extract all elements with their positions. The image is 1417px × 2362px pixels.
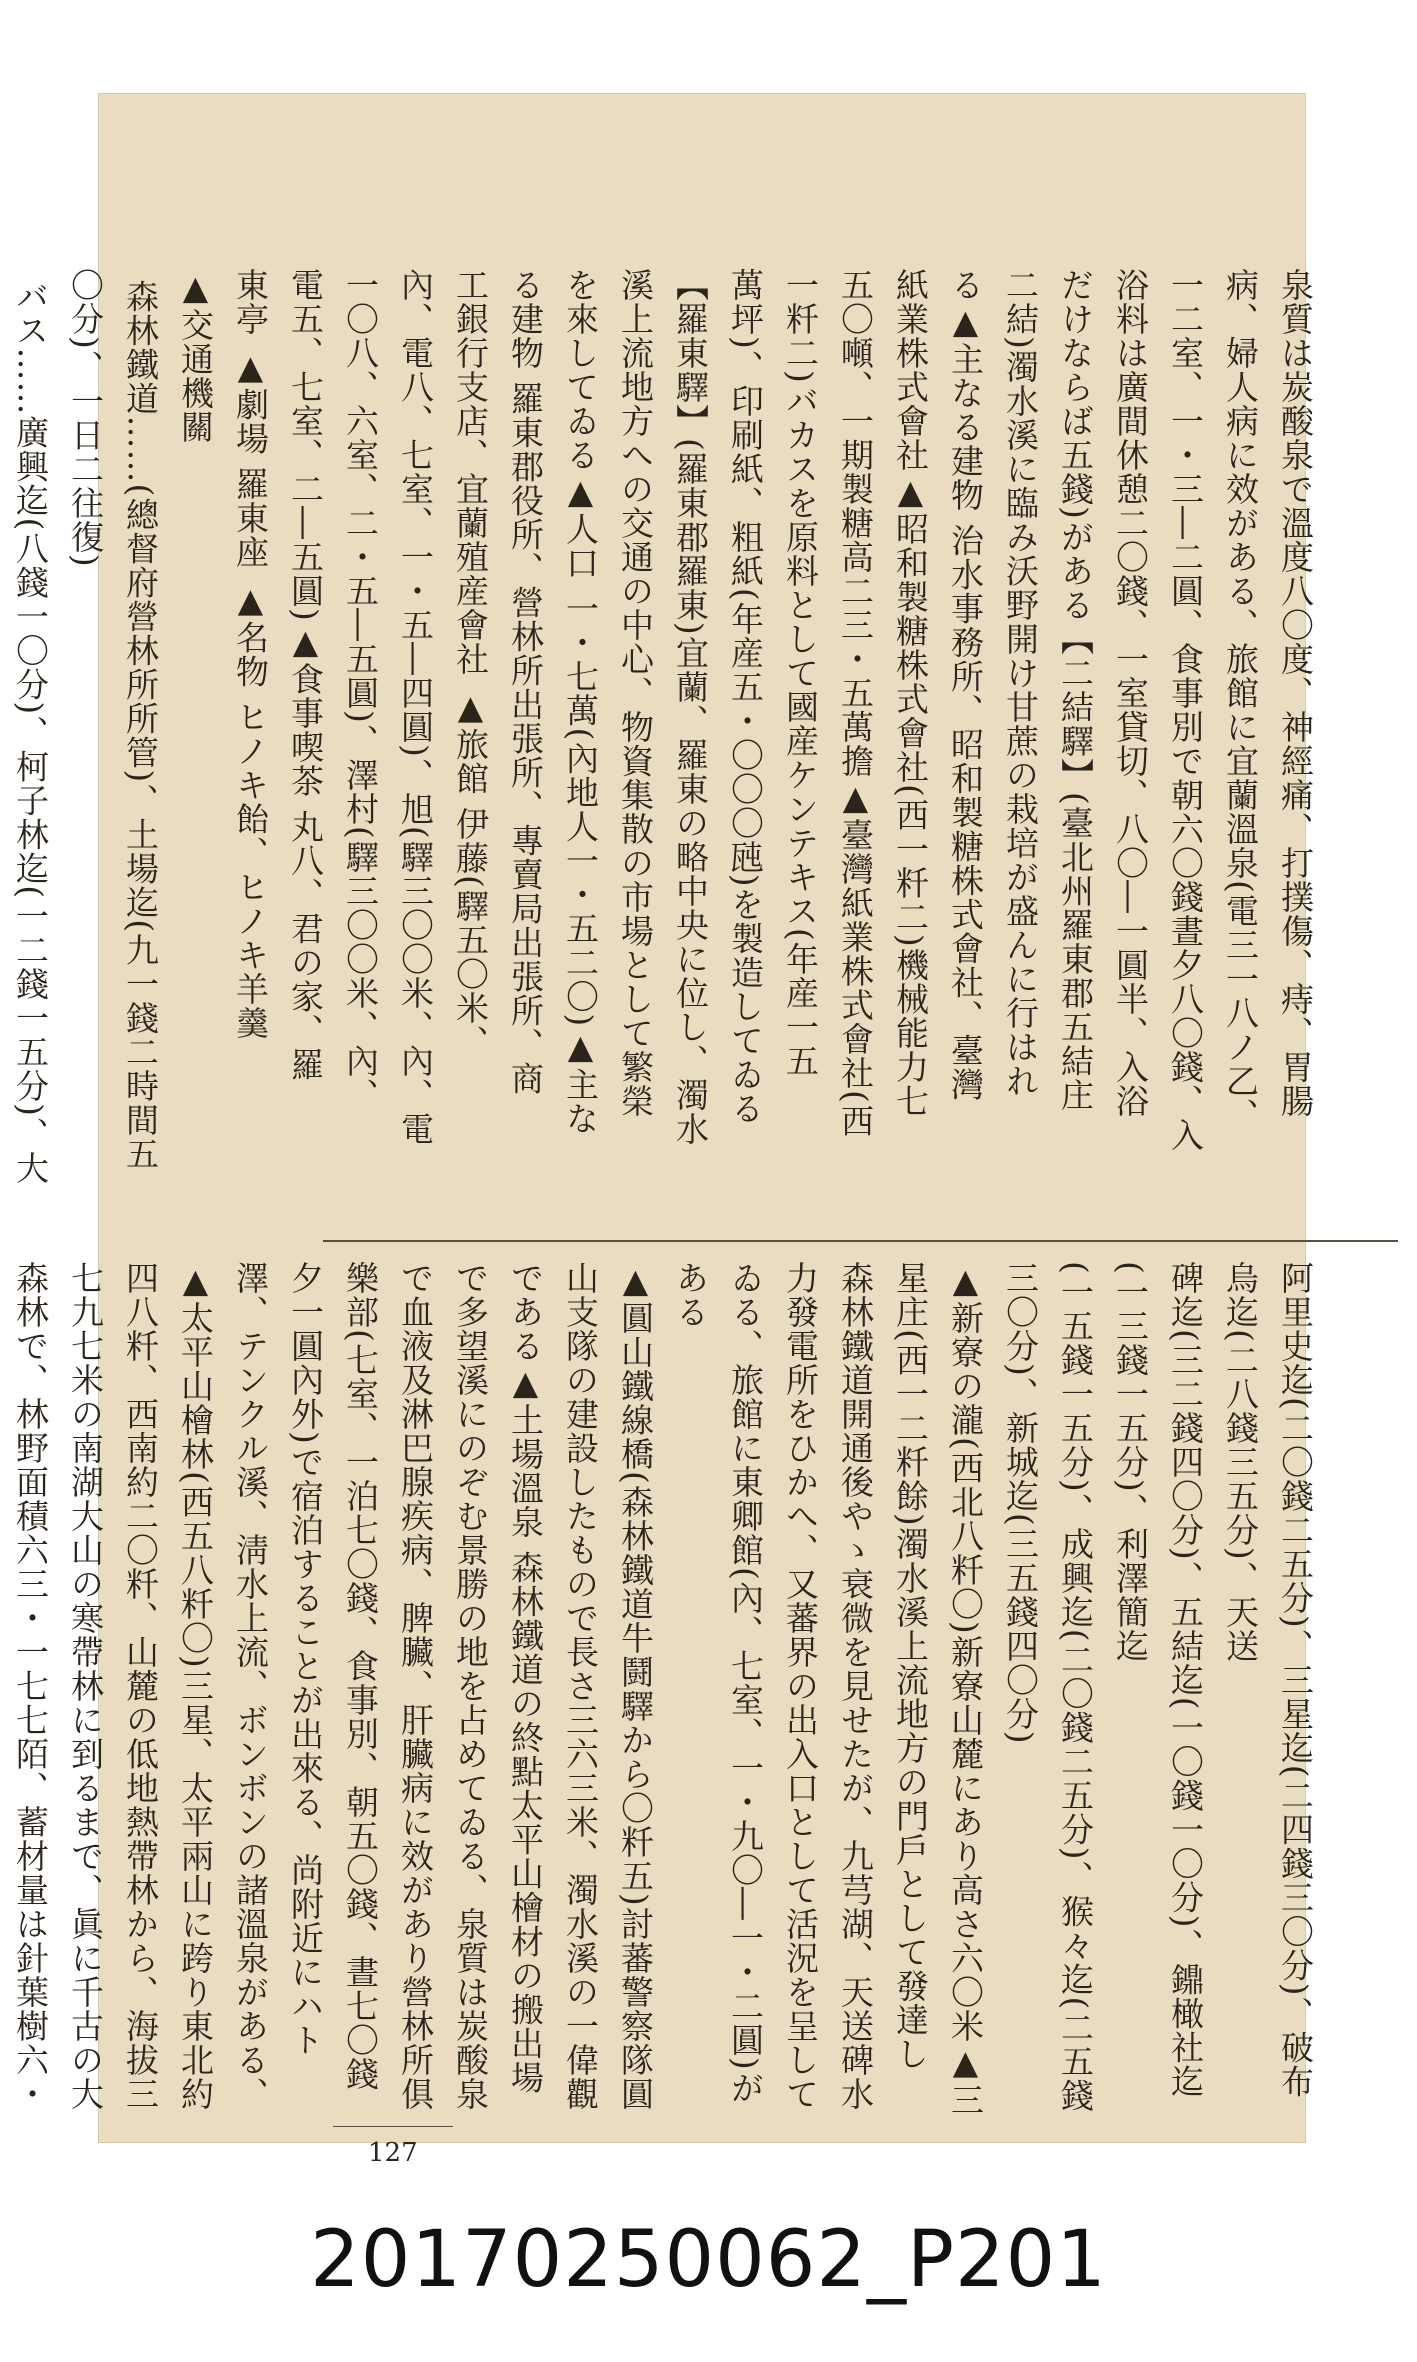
text-line: 阿里史迄(二〇錢二五分)、三星迄(二四錢三〇分)、破布烏迄(二八錢三五分)、天送 xyxy=(1221,1261,1315,2099)
text-line: で血液及淋巴腺疾病、脾臟、肝臟病に效があり營林所俱 xyxy=(396,1261,435,2111)
text-line: る建物 羅東郡役所、營林所出張所、專賣局出張所、商 xyxy=(506,268,545,1096)
text-line: ▲圓山鐵線橋(森林鐵道牛鬪驛から〇粁五)討蕃警察隊圓 xyxy=(616,1261,655,2111)
text-line: 【羅東驛】(羅東郡羅東)宜蘭、羅東の略中央に位し、濁水 xyxy=(671,268,710,1146)
text-line: (一五錢一五分)、成興迄(二〇錢二五分)、猴々迄(二五錢三〇分)、新城迄(三五錢四〇分) xyxy=(1001,1261,1095,2113)
text-line: 四八粁、西南約二〇粁、山麓の低地熱帶林から、海拔三 xyxy=(121,1261,160,2111)
text-line: 星庄(西一二粁餘)濁水溪上流地方の門戶として發達し xyxy=(891,1261,930,2071)
text-line: 二結)濁水溪に臨み沃野開け甘蔗の栽培が盛んに行はれ xyxy=(1001,268,1040,1098)
text-line: を來してゐる▲人口 一・七萬(內地人一・五二〇)▲主な xyxy=(561,268,600,1136)
book-page xyxy=(11,93,1315,2168)
text-line: 一二室、一・三―二圓、食事別で朝六〇錢晝夕八〇錢、入 xyxy=(1166,268,1205,1152)
text-line: 森林で、林野面積六三・一七七陌、蓄材量は針葉樹六・ xyxy=(11,1261,50,2111)
text-line: 樂部(七室、一泊七〇錢、食事別、朝五〇錢、晝七〇錢 xyxy=(341,1261,380,2091)
text-line: 一粁二)バカスを原料として國産ケンテキス(年産一五 xyxy=(781,268,820,1078)
page-number-rule xyxy=(333,2126,453,2127)
text-line: 森林鐵道開通後やゝ衰微を見せたが、九芎湖、天送碑水 xyxy=(836,1261,875,2111)
text-line: 浴料は廣間休憩二〇錢、一室貸切、八〇―一圓半、入浴 xyxy=(1111,268,1150,1118)
text-line: ゐる、旅館に東卿館(內、七室、一・九〇―一・二圓)がある xyxy=(671,1261,765,2105)
text-line: だけならば五錢)がある【二結驛】(臺北州羅東郡五結庄 xyxy=(1056,268,1095,1112)
text-line: る▲主なる建物 治水事務所、昭和製糖株式會社、臺灣 xyxy=(946,268,985,1102)
bottom-text-block xyxy=(11,1261,1323,2121)
text-line: 病、婦人病に效がある、旅館に宜蘭溫泉(電三一八ノ乙、 xyxy=(1221,268,1260,1132)
text-line: ▲新寮の瀧(西北八粁〇)新寮山麓にあり高さ六〇米▲三 xyxy=(946,1261,985,2117)
text-line: 電五、七室、二―五圓)▲食事喫茶 丸八、君の家、羅 xyxy=(286,268,325,1082)
text-line: バス……廣興迄(八錢一〇分)、柯子林迄(一二錢一五分)、大 xyxy=(11,279,50,1185)
text-line: 溪上流地方への交通の中心、物資集散の市場として繁榮 xyxy=(616,268,655,1118)
text-line: 七九七米の南湖大山の寒帶林に到るまで、眞に千古の大 xyxy=(66,1261,105,2111)
text-line: 泉質は炭酸泉で溫度八〇度、神經痛、打撲傷、痔、胃腸 xyxy=(1276,268,1315,1118)
text-line: ▲太平山檜林(西五八粁〇)三星、太平兩山に跨り東北約 xyxy=(176,1261,215,2111)
text-line: 東亭 ▲劇場 羅東座 ▲名物 ヒノキ飴、ヒノキ羊羹 xyxy=(231,268,270,1040)
text-line: 紙業株式會社▲昭和製糖株式會社(西一粁二)機械能力七 xyxy=(891,268,930,1118)
text-line: である▲土場溫泉 森林鐵道の終點太平山檜材の搬出場 xyxy=(506,1261,545,2095)
text-line: で多望溪にのぞむ景勝の地を占めてゐる、泉質は炭酸泉 xyxy=(451,1261,490,2111)
image-caption: 20170250062_P201 xyxy=(310,2215,1107,2305)
text-line: 萬坪)、印刷紙、粗紙(年産五・〇〇〇瓲)を製造してゐる xyxy=(726,268,765,1126)
text-line: ▲交通機關 xyxy=(176,268,215,444)
text-line: 一〇八、六室、二・五―五圓)、澤村(驛三〇〇米、內、 xyxy=(341,268,380,1112)
text-line: 澤、テンクル溪、淸水上流、ボンボンの諸溫泉がある、 xyxy=(231,1261,270,2111)
text-line: 工銀行支店、宜蘭殖産會社 ▲旅館 伊藤(驛五〇米、 xyxy=(451,268,490,1059)
top-text-block xyxy=(11,268,1323,1198)
page-number: 127 xyxy=(368,2138,418,2168)
text-line: 力發電所をひかへ、又蕃界の出入口として活況を呈して xyxy=(781,1261,820,2111)
section-divider xyxy=(323,1240,1398,1242)
text-line: 夕一圓內外)で宿泊することが出來る、尚附近にハト xyxy=(286,1261,325,2057)
text-line: 內、電八、七室、一・五―四圓)、旭(驛三〇〇米、內、電 xyxy=(396,268,435,1146)
text-line: 五〇噸、一期製糖高二三・五萬擔▲臺灣紙業株式會社(西 xyxy=(836,268,875,1138)
text-line: 碑迄(三二錢四〇分)、五結迄(一〇錢一〇分)、鐤橄社迄(一三錢一五分)、利澤簡迄 xyxy=(1111,1261,1205,2099)
text-line: 山支隊の建設したもので長さ三六三米、濁水溪の一偉觀 xyxy=(561,1261,600,2111)
text-line: 森林鐵道……(總督府營林所所管)、土場迄(九一錢二時間五〇分)、一日二往復) xyxy=(66,268,160,1172)
